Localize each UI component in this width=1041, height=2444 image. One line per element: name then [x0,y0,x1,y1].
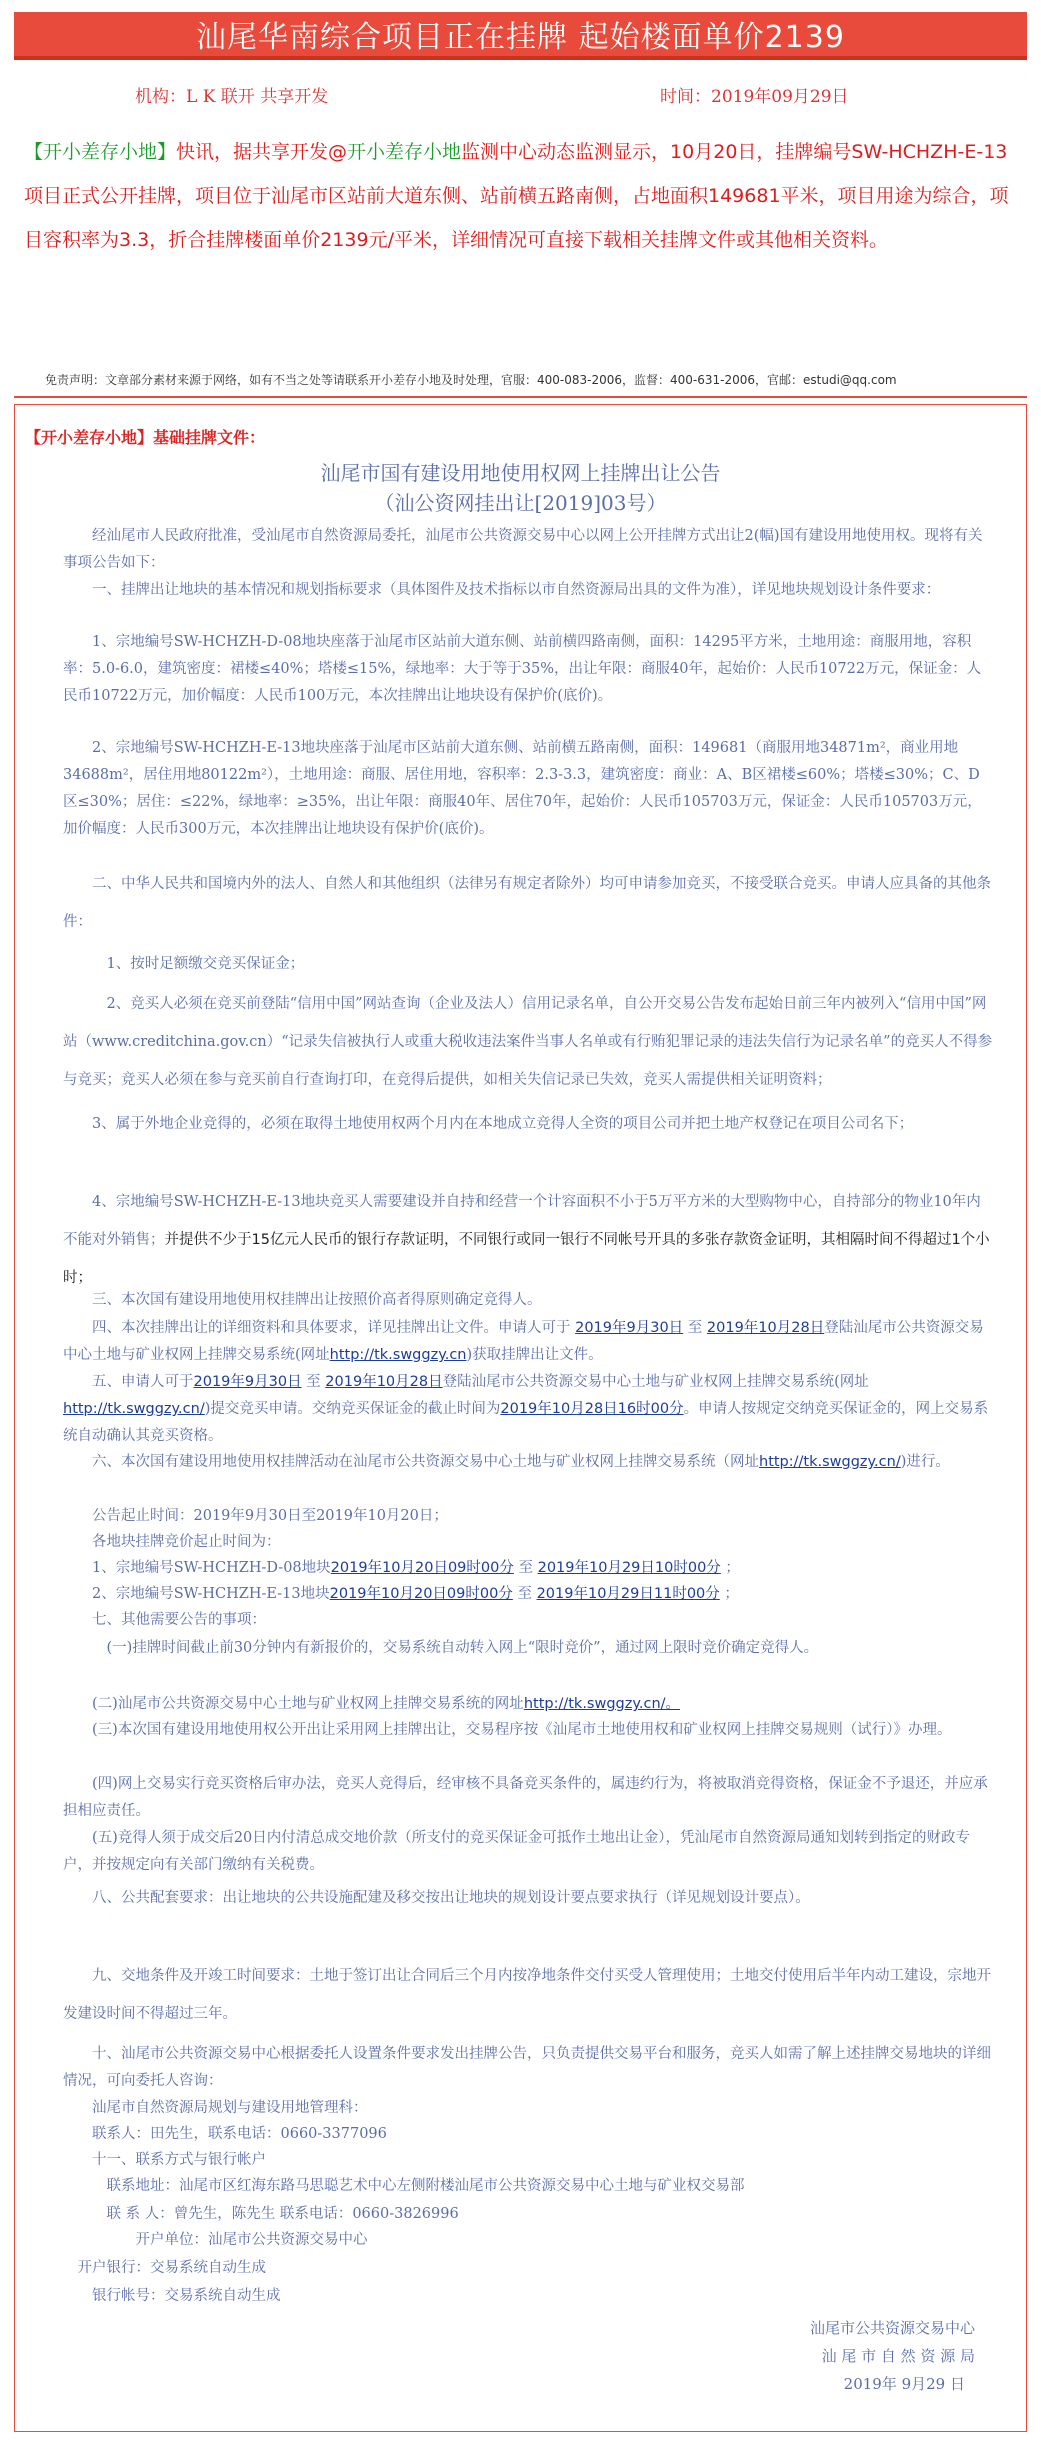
date-link[interactable]: 2019年10月28日 [706,1320,825,1336]
doc-paragraph [63,1449,993,1476]
doc-paragraph: (四)网上交易实行竞买资格后审办法，竞买人竞得后，经审核不具备竞买条件的，属违约行为，将被取消竞得资格，保证金不予退还，并应承担相应责任。 [63,1776,988,1819]
doc-text: )进行。 [900,1454,950,1470]
doc-text: 至 [512,1586,537,1602]
doc-paragraph: (三)本次国有建设用地使用权公开出让采用网上挂牌出让，交易程序按《汕尾市土地使用权和矿业权网上挂牌交易规则（试行）》办理。 [92,1722,952,1738]
doc-text: 至 [301,1374,326,1390]
date-link[interactable]: 2019年9月30日 [193,1374,302,1390]
doc-text: 登陆汕尾市公共资源交易中心土地与矿业权网上挂牌交易系统(网址 [442,1374,869,1390]
doc-paragraph: 经汕尾市人民政府批准，受汕尾市自然资源局委托，汕尾市公共资源交易中心以网上公开挂牌方式出让2(幅)国有建设用地使用权。现将有关事项公告如下： [63,528,983,571]
doc-text: 六、本次国有建设用地使用权挂牌活动在汕尾市公共资源交易中心土地与矿业权网上挂牌交易系统（网址 [92,1454,759,1470]
website-link[interactable]: http://tk.swggzy.cn [329,1347,467,1363]
contact-line: 银行帐号：交易系统自动生成 [92,2288,281,2304]
doc-paragraph: 3、属于外地企业竞得的，必须在取得土地使用权两个月内在本地成立竞得人全资的项目公司并把土地产权登记在项目公司名下； [92,1116,914,1132]
doc-paragraph: 八、公共配套要求：出让地块的公共设施配建及移交按出让地块的规划设计要点要求执行（详见规划设计要点）。 [92,1890,810,1906]
doc-paragraph: 1、按时足额缴交竞买保证金； [106,956,305,972]
doc-text: 1、宗地编号SW-HCHZH-D-08地块 [92,1560,331,1576]
doc-paragraph: 三、本次国有建设用地使用权挂牌出让按照价高者得原则确定竞得人。 [92,1292,542,1308]
doc-paragraph [63,1581,993,1608]
contact-line: 联 系 人：曾先生，陈先生 联系电话：0660-3826996 [106,2206,459,2222]
website-link[interactable]: http://tk.swggzy.cn/ [63,1401,205,1417]
time-link[interactable]: 2019年10月29日11时00分 [536,1586,720,1602]
doc-paragraph: 九、交地条件及开竣工时间要求：土地于签订出让合同后三个月内按净地条件交付买受人管理使用；土地交付使用后半年内动工建设，宗地开发建设时间不得超过三年。 [63,1968,991,2022]
doc-title: 汕尾市国有建设用地使用权网上挂牌出让公告 [320,461,721,485]
website-link[interactable]: http://tk.swggzy.cn/。 [523,1696,681,1712]
doc-paragraph: (一)挂牌时间截止前30分钟内有新报价的，交易系统自动转入网上“限时竞价”，通过网上限时竞价确定竞得人。 [106,1640,819,1656]
doc-text: 2、宗地编号SW-HCHZH-E-13地块 [92,1586,330,1602]
page-title: 汕尾华南综合项目正在挂牌 起始楼面单价2139 [196,20,845,55]
divider [14,396,1027,398]
time-link[interactable]: 2019年10月20日09时00分 [330,1560,514,1576]
deadline-link[interactable]: 2019年10月28日16时00分 [500,1401,684,1417]
doc-paragraph [63,1555,993,1582]
doc-paragraph [63,1691,993,1718]
doc-paragraph [63,1183,993,1297]
intro-paragraph [24,130,1019,262]
doc-paragraph: 十一、联系方式与银行帐户 [92,2152,266,2168]
doc-text: 至 [683,1320,707,1336]
doc-paragraph: 1、宗地编号SW-HCHZH-D-08地块座落于汕尾市区站前大道东侧、站前横四路南侧，面积：14295平方米，土地用途：商服用地，容积率：5.0-6.0，建筑密度：裙楼≤40%；塔楼≤15%，绿地率：大于等于35%，出让年限：商服40年，起始价：人民币10722万元，保证金：人民币10722万元，加价幅度：人民币100万元，本次挂牌出让地块设有保护价(底价)。 [63,634,982,704]
doc-text: 至 [513,1560,538,1576]
doc-paragraph: 公告起止时间：2019年9月30日至2019年10月20日； [92,1508,448,1524]
website-link[interactable]: http://tk.swggzy.cn/ [759,1454,901,1470]
doc-paragraph: 一、挂牌出让地块的基本情况和规划指标要求（具体图件及技术指标以市自然资源局出具的文件为准），详见地块规划设计条件要求： [92,582,941,598]
doc-paragraph: 七、其他需要公告的事项： [92,1612,266,1628]
time-link[interactable]: 2019年10月29日10时00分 [537,1560,721,1576]
doc-text: 登陆汕尾市公共资源交易中心土地与矿业权网上挂牌交易系统(网址 [63,1320,984,1363]
brand-link[interactable]: 开小差存小地 [347,141,462,163]
date-link[interactable]: 2019年10月28日 [325,1374,443,1390]
time-link[interactable]: 2019年10月20日09时00分 [329,1586,513,1602]
contact-line: 开户银行：交易系统自动生成 [77,2260,266,2276]
contact-line: 开户单位：汕尾市公共资源交易中心 [135,2232,368,2248]
contact-line: 联系人：田先生，联系电话：0660-3377096 [92,2126,387,2142]
doc-paragraph: 汕尾市自然资源局规划与建设用地管理科： [92,2100,368,2116]
doc-paragraph: 二、中华人民共和国境内外的法人、自然人和其他组织（法律另有规定者除外）均可申请参加竞买，不接受联合竞买。申请人应具备的其他条件： [63,876,991,930]
disclaimer: 免责声明：文章部分素材来源于网络，如有不当之处等请联系开小差存小地及时处理，官服：400-083-2006，监督：400-631-2006，官邮：estudi@qq.com [45,373,897,387]
doc-text: ； [720,1560,740,1576]
doc-subtitle: （汕公资网挂出让[2019]03号） [374,491,667,515]
publish-time: 时间：2019年09月29日 [660,87,849,107]
doc-paragraph: 2、宗地编号SW-HCHZH-E-13地块座落于汕尾市区站前大道东侧、站前横五路南侧，面积：149681（商服用地34871m²，商业用地34688m²，居住用地80122m²），土地用途：商服、居住用地，容积率：2.3-3.3，建筑密度：商业：A、B区裙楼≤60%；塔楼≤30%；C、D区≤30%；居住：≤22%，绿地率：≥35%，出让年限：商服40年、居住70年，起始价：人民币105703万元，保证金：人民币105703万元，加价幅度：人民币300万元，本次挂牌出让地块设有保护价(底价)。 [63,740,982,837]
signatory: 汕尾市公共资源交易中心 [809,2319,975,2337]
doc-paragraph: 十、汕尾市公共资源交易中心根据委托人设置条件要求发出挂牌公告，只负责提供交易平台和服务，竞买人如需了解上述挂牌交易地块的详细情况，可向委托人咨询： [63,2046,991,2089]
doc-text: 并提供不少于15亿元人民币的银行存款证明，不同银行或同一银行不同帐号开具的多张存款资金证明，其相隔时间不得超过1个小时； [63,1232,990,1286]
agency-label: 机构：L K 联开 共享开发 [135,87,329,107]
doc-text: )提交竞买申请。交纳竞买保证金的截止时间为 [204,1401,501,1417]
doc-text: ； [719,1586,739,1602]
intro-text-2: 监测中心动态监测显示，10月20日，挂牌编号SW-HCHZH-E-13项目正式公开挂牌，项目位于汕尾市区站前大道东侧、站前横五路南侧，占地面积149681平米，项目用途为综合，项目容积率为3.3，折合挂牌楼面单价2139元/平米，详细情况可直接下载相关挂牌文件或其他相关资料。 [24,141,1009,251]
doc-text: 。申请人按规定交纳竞买保证金的，网上交易系统自动确认其竞买资格。 [63,1401,989,1444]
page-title-banner [14,12,1027,60]
article-meta [0,82,1041,112]
doc-text: 四、本次挂牌出让的详细资料和具体要求，详见挂牌出让文件。申请人可于 [92,1320,576,1336]
announcement-document [14,404,1027,2432]
doc-paragraph: (五)竞得人须于成交后20日内付清总成交地价款（所支付的竞买保证金可抵作土地出让金），凭汕尾市自然资源局通知划转到指定的财政专户，并按规定向有关部门缴纳有关税费。 [63,1830,971,1873]
doc-text: 4、宗地编号SW-HCHZH-E-13地块竞买人需要建设并自持和经营一个计容面积不小于5万平方米的大型购物中心，自持部分的物业10年内不能对外销售； [63,1194,981,1248]
brand-tag: 【开小差存小地】 [24,141,177,163]
signature-date: 2019年 9月29 日 [843,2375,965,2393]
doc-paragraph: 各地块挂牌竞价起止时间为： [92,1534,281,1550]
doc-paragraph: 2、竞买人必须在竞买前登陆“信用中国”网站查询（企业及法人）信用记录名单，自公开交易公告发布起始日前三年内被列入“信用中国”网站（www.creditchina.gov.cn）“记录失信被执行人或重大税收违法案件当事人名单或有行贿犯罪记录的违法失信行为记录名单”的竞买人不得参与竞买；竞买人必须在参与竞买前自行查询打印，在竞得后提供，如相关失信记录已失效，竞买人需提供相关证明资料； [63,996,993,1088]
doc-text: )获取挂牌出让文件。 [466,1347,603,1363]
doc-text: 五、申请人可于 [92,1374,194,1390]
contact-line: 联系地址：汕尾市区红海东路马思聪艺术中心左侧附楼汕尾市公共资源交易中心土地与矿业权交易部 [106,2178,745,2194]
doc-text: (二)汕尾市公共资源交易中心土地与矿业权网上挂牌交易系统的网址 [92,1696,524,1712]
doc-paragraph [63,1315,993,1369]
doc-paragraph [63,1369,993,1450]
signatory: 汕 尾 市 自 然 资 源 局 [821,2347,975,2365]
intro-text-1: 快讯，据共享开发@ [176,141,348,163]
date-link[interactable]: 2019年9月30日 [575,1320,684,1336]
doc-heading: 【开小差存小地】基础挂牌文件： [25,428,266,447]
